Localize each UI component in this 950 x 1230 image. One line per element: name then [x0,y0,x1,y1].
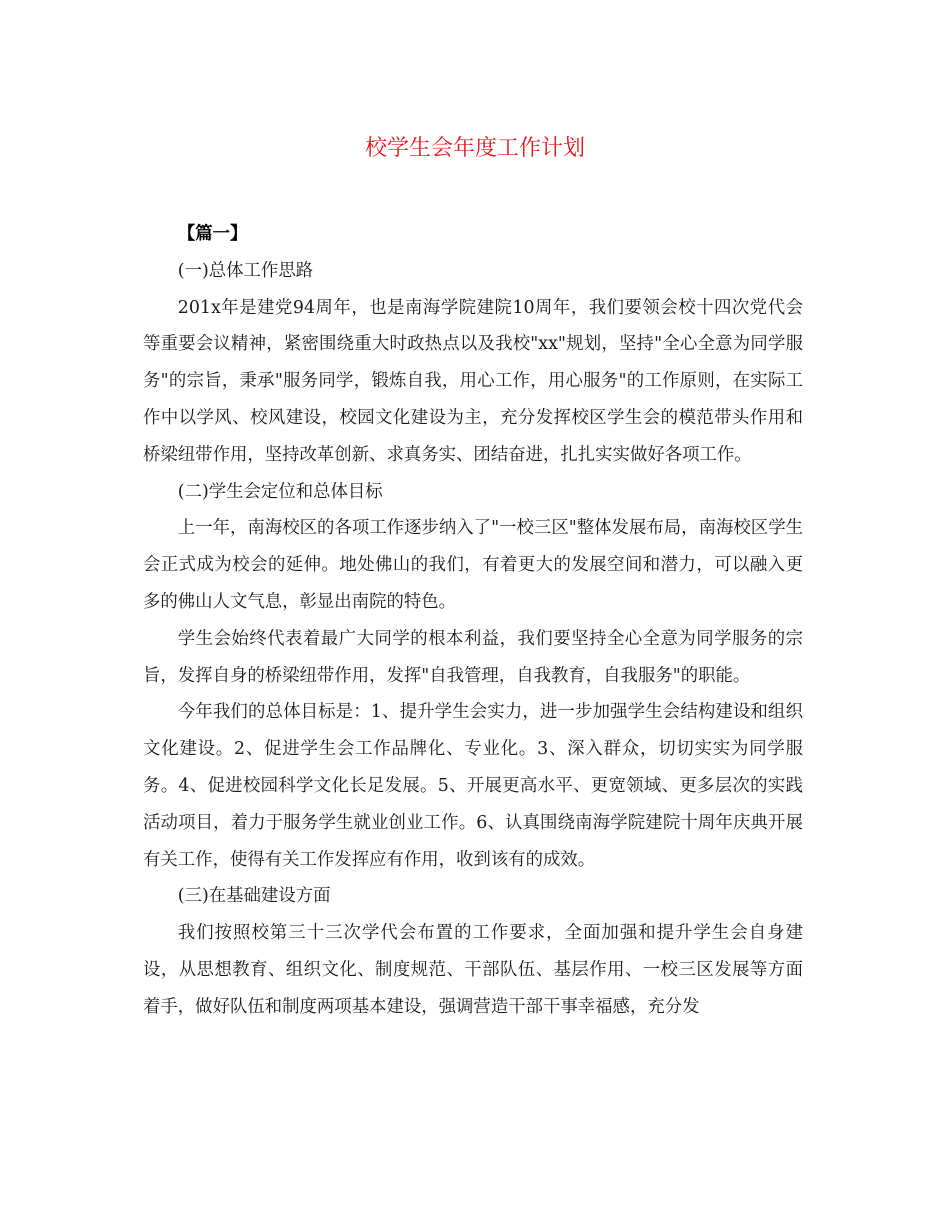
section-heading-1: (一)总体工作思路 [177,260,314,281]
document-body [143,216,803,1026]
section-heading-2: (二)学生会定位和总体目标 [177,481,383,502]
paragraph: 学生会始终代表着最广大同学的根本利益，我们要坚持全心全意为同学服务的宗旨，发挥自身的桥梁纽带作用，发挥"自我管理，自我教育，自我服务"的职能。 [143,628,803,686]
document-title: 校学生会年度工作计划 [364,136,585,161]
paragraph: 上一年，南海校区的各项工作逐步纳入了"一校三区"整体发展布局，南海校区学生会正式成为校会的延伸。地处佛山的我们，有着更大的发展空间和潜力，可以融入更多的佛山人文气息，彰显出南院的特色。 [143,518,803,612]
paragraph: 我们按照校第三十三次学代会布置的工作要求，全面加强和提升学生会自身建设，从思想教育、组织文化、制度规范、干部队伍、基层作用、一校三区发展等方面着手，做好队伍和制度两项基本建设，强调营造干部干事幸福感，充分发 [143,923,803,1017]
part-heading: 【篇一】 [177,224,248,244]
section-heading-3: (三)在基础建设方面 [177,886,331,907]
paragraph: 今年我们的总体目标是：1、提升学生会实力，进一步加强学生会结构建设和组织文化建设。2、促进学生会工作品牌化、专业化。3、深入群众，切切实实为同学服务。4、促进校园科学文化长足发展。5、开展更高水平、更宽领域、更多层次的实践活动项目，着力于服务学生就业创业工作。6、认真围绕南海学院建院十周年庆典开展有关工作，使得有关工作发挥应有作用，收到该有的成效。 [143,702,803,870]
paragraph: 201x年是建党94周年，也是南海学院建院10周年，我们要领会校十四次党代会等重要会议精神，紧密围绕重大时政热点以及我校"xx"规划，坚持"全心全意为同学服务"的宗旨，秉承"服务同学，锻炼自我，用心工作，用心服务"的工作原则，在实际工作中以学风、校风建设，校园文化建设为主，充分发挥校区学生会的模范带头作用和桥梁纽带作用，坚持改革创新、求真务实、团结奋进，扎扎实实做好各项工作。 [143,297,803,465]
